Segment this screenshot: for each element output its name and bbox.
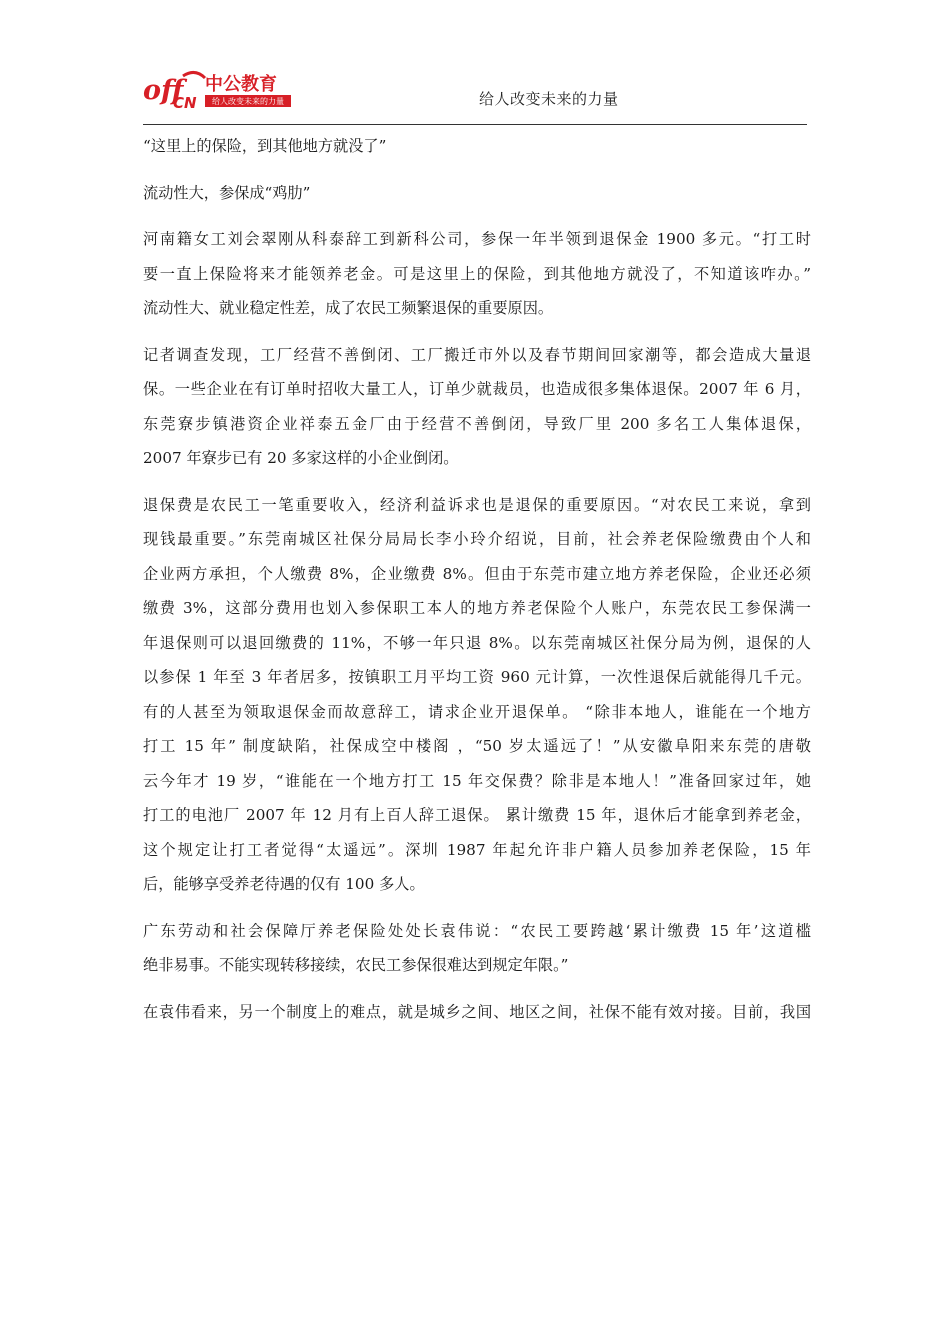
text-line: 流动性大，参保成“鸡肋” bbox=[143, 183, 311, 202]
text-line: 退保费是农民工一笔重要收入，经济利益诉求也是退保的重要原因。“对农民工来说，拿到 bbox=[143, 495, 811, 514]
subheading-quote bbox=[143, 129, 811, 164]
text-line: 东莞寮步镇港资企业祥泰五金厂由于经营不善倒闭，导致厂里 200 多名工人集体退保， bbox=[143, 414, 811, 433]
article-body bbox=[143, 129, 811, 1041]
paragraph-factory-closures bbox=[143, 338, 811, 476]
text-line: 流动性大、就业稳定性差，成了农民工频繁退保的重要原因。 bbox=[143, 299, 554, 317]
text-line: 年退保则可以退回缴费的 11%，不够一年只退 8%。以东莞南城区社保分局为例，退保的人 bbox=[143, 633, 811, 652]
text-line: 打工的电池厂 2007 年 12 月有上百人辞工退保。 累计缴费 15 年，退休后才能拿到养老金， bbox=[143, 806, 811, 824]
text-line: 企业两方承担，个人缴费 8%，企业缴费 8%。但由于东莞市建立地方养老保险，企业还必须 bbox=[143, 564, 811, 583]
text-line: 有的人甚至为领取退保金而故意辞工，请求企业开退保单。 “除非本地人，谁能在一个地方 bbox=[143, 702, 811, 721]
text-line: 这个规定让打工者觉得“太遥远”。深圳 1987 年起允许非户籍人员参加养老保险，15 年 bbox=[143, 840, 811, 859]
svg-text:给人改变未来的力量: 给人改变未来的力量 bbox=[212, 97, 284, 106]
header-divider bbox=[143, 124, 807, 125]
text-line: 绝非易事。不能实现转移接续，农民工参保很难达到规定年限。” bbox=[143, 956, 569, 974]
paragraph-system-difficulty bbox=[143, 995, 811, 1030]
text-line: 打工 15 年” 制度缺陷，社保成空中楼阁 ，“50 岁太遥远了！”从安徽阜阳来东莞的唐敬 bbox=[143, 737, 811, 755]
header-slogan: 给人改变未来的力量 bbox=[479, 90, 619, 108]
offcn-logo-icon bbox=[143, 68, 313, 112]
text-line: 河南籍女工刘会翠刚从科泰辞工到新科公司，参保一年半领到退保金 1900 多元。“打工时 bbox=[143, 230, 811, 248]
text-line: 以参保 1 年至 3 年者居多，按镇职工月平均工资 960 元计算，一次性退保后就能得几千元。 bbox=[143, 668, 811, 686]
text-line: 缴费 3%，这部分费用也划入参保职工本人的地方养老保险个人账户，东莞农民工参保满一 bbox=[143, 599, 811, 617]
svg-text:CN: CN bbox=[173, 94, 197, 112]
text-line: 在袁伟看来，另一个制度上的难点，就是城乡之间、地区之间，社保不能有效对接。目前，我国 bbox=[143, 1002, 811, 1021]
offcn-logo bbox=[143, 68, 313, 112]
svg-text:off: off bbox=[143, 75, 184, 106]
text-line: 要一直上保险将来才能领养老金。可是这里上的保险，到其他地方就没了，不知道该咋办。” bbox=[143, 264, 811, 283]
svg-text:中公教育: 中公教育 bbox=[205, 74, 277, 95]
paragraph-yuan-wei-quote bbox=[143, 914, 811, 983]
text-line: 后，能够享受养老待遇的仅有 100 多人。 bbox=[143, 875, 425, 893]
text-line: 2007 年寮步已有 20 多家这样的小企业倒闭。 bbox=[143, 449, 459, 467]
text-line: 广东劳动和社会保障厅养老保险处处长袁伟说：“农民工要跨越‘累计缴费 15 年’这道槛 bbox=[143, 921, 811, 940]
text-line: “这里上的保险，到其他地方就没了” bbox=[143, 137, 387, 155]
text-line: 云今年才 19 岁，“谁能在一个地方打工 15 年交保费？除非是本地人！”准备回家过年，她 bbox=[143, 771, 811, 790]
subheading-mobility bbox=[143, 176, 811, 211]
page-header bbox=[143, 66, 807, 126]
paragraph-liu-huicui bbox=[143, 222, 811, 326]
paragraph-refund-income bbox=[143, 488, 811, 902]
text-line: 记者调查发现，工厂经营不善倒闭、工厂搬迁市外以及春节期间回家潮等，都会造成大量退 bbox=[143, 345, 811, 364]
text-line: 现钱最重要。”东莞南城区社保分局局长李小玲介绍说，目前，社会养老保险缴费由个人和 bbox=[143, 530, 811, 548]
text-line: 保。一些企业在有订单时招收大量工人，订单少就裁员，也造成很多集体退保。2007 年 6 月， bbox=[143, 380, 811, 398]
